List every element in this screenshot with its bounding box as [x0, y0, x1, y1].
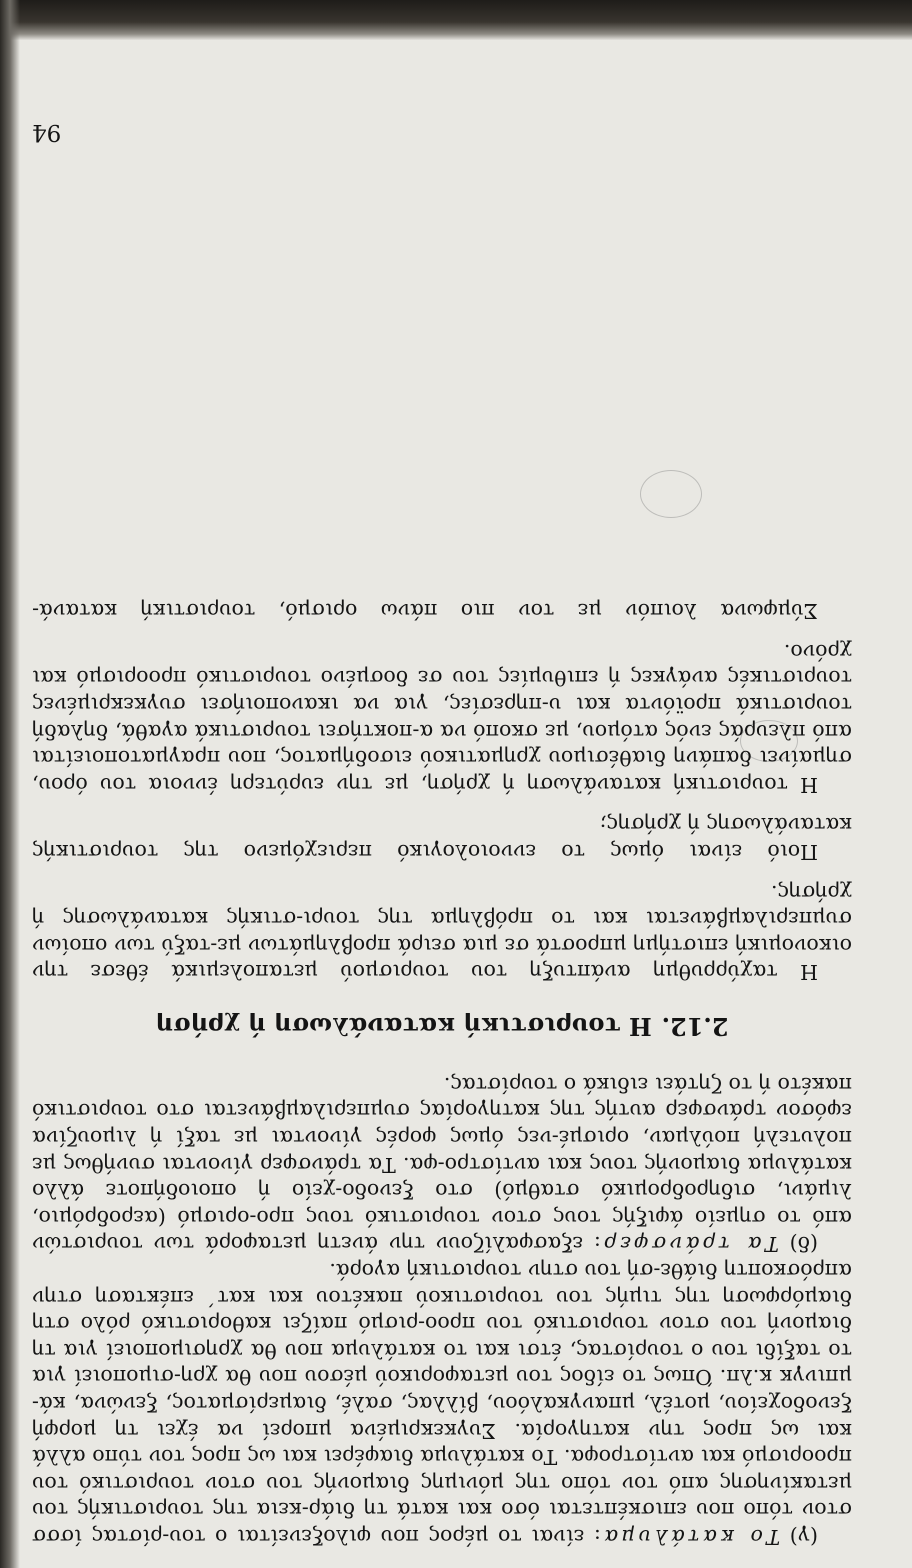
- section-heading: [32, 1011, 852, 1041]
- paragraph-gap: [32, 865, 852, 879]
- item-label: (γ): [780, 1525, 818, 1549]
- paragraph-definition: Η τουριστική κατανάλωση ή χρήση, με την ευρύτερη έννοια του όρου, σημαίνει δαπάνη διαθέσιμου χρηματικού εισοδήματος, που πραγματοποιείται από πλευράς ενός ατόμου, με σκοπό να α-ποκτήσει τουριστικά αγαθά, δηλαδή τουριστικά προϊόντα και υ-πηρεσίες, για να ικανοποιήσει συγκεκριμένες τουριστικές ανάγκες ή επιθυμίες του σε δοσμένο τουριστικό προορισμό και χρόνο.: [32, 639, 852, 797]
- page-number: 94: [32, 119, 62, 145]
- paragraph-text: : εξασφαλίζουν την άνετη μεταφορά των τουριστών από το σημείο άφιξής τους στον τουριστικό τους προ-ορισμό (αεροδρόμιο, λιμάνι, σιδηροδρομικό σταθμό) στο ξενοδο-χείο ή οποιοδήποτε άλλο κατάλυμα διαμονής τους και αντίστρο-φα. Τα τράνσφερ γίνονται συνήθως με πολυτελή πούλμαν, ορισμέ-νες όμως φορές γίνονται με ταξί ή λιμουζίνα εφόσον τράνσφερ αυτής της κατηγορίας συμπεριλαμβάνεται στο τουριστικό πακέτο ή το ζητάει ειδικά ο τουρίστας.: [32, 1072, 852, 1257]
- paragraph-accommodation: [32, 1257, 852, 1550]
- paragraph-intro: Η ταχύρρυθμη ανάπτυξη του τουρισμού μεταπολεμικά έθεσε την οικονομική επιστήμη μπροστά σε μια σειρά προβλημάτων με-ταξύ των οποίων συμπεριλαμβάνεται και το πρόβλημα της τουρι-στικής κατανάλωσης ή χρήσης.: [32, 880, 852, 985]
- body-text: [32, 598, 852, 1550]
- item-label: (δ): [778, 1232, 818, 1257]
- term-accommodation: Το κατάλυμα: [600, 1525, 781, 1549]
- section-number: 2.12.: [661, 1012, 729, 1042]
- paragraph-gap: [32, 624, 852, 638]
- paragraph-question: Ποιό είναι όμως το εννοιολογικό περιεχόμενο της τουριστικής κατανάλωσης ή χρήσης;: [32, 813, 852, 864]
- section-title: Η τουριστική κατανάλωση ή χρήση: [155, 1012, 652, 1042]
- paragraph-transfers: [32, 1071, 852, 1257]
- paragraph-continued: Σύμφωνα λοιπόν με τον πιο πάνω ορισμό, τουριστική κατανά-: [32, 599, 818, 624]
- term-transfers: Τα τράνσφερ: [600, 1232, 779, 1257]
- paragraph-gap: [32, 798, 852, 812]
- paragraph-text: : είναι το μέρος που φιλοξενείται ο του-ρίστας ίσσσ στον τόπο που επισκέπτεται όσο και κατά τη διάρ-κεια της τουριστικής του μετακίνησης από τον τόπο της μόνιμης διαμονής του στον τουριστικό του προορισμό και αντίστροφα. Το κατάλυμα διαφέρει και ως προς τον τύπο αλλά και ως προς την κατηγορία. Συγκεκριμένα μπορεί να έχει τη μορφή ξενοδοχείου, μοτέλ, μπανγκαλόου, βίλλας, σαλέ, διαμερίσματος, ξενώνα, κά-μπινγκ κ.λπ. Όπως το είδος του μεταφορικού μέσου που θα χρη-σιμοποιεί για το ταξίδι του ο τουρίστας, έτσι και το κατάλυμα που θα χρησιμοποιεί για τη διαμονή του στον τουριστικό του προο-ρισμό παίζει καθοριστικό ρόλο στη διαμόρφωση της τιμής του τουριστικού πακέτου και κατ΄ επέκταση στην απρόσκοπτη διάθε-σή του στην τουριστική αγορά.: [31, 1259, 852, 1549]
